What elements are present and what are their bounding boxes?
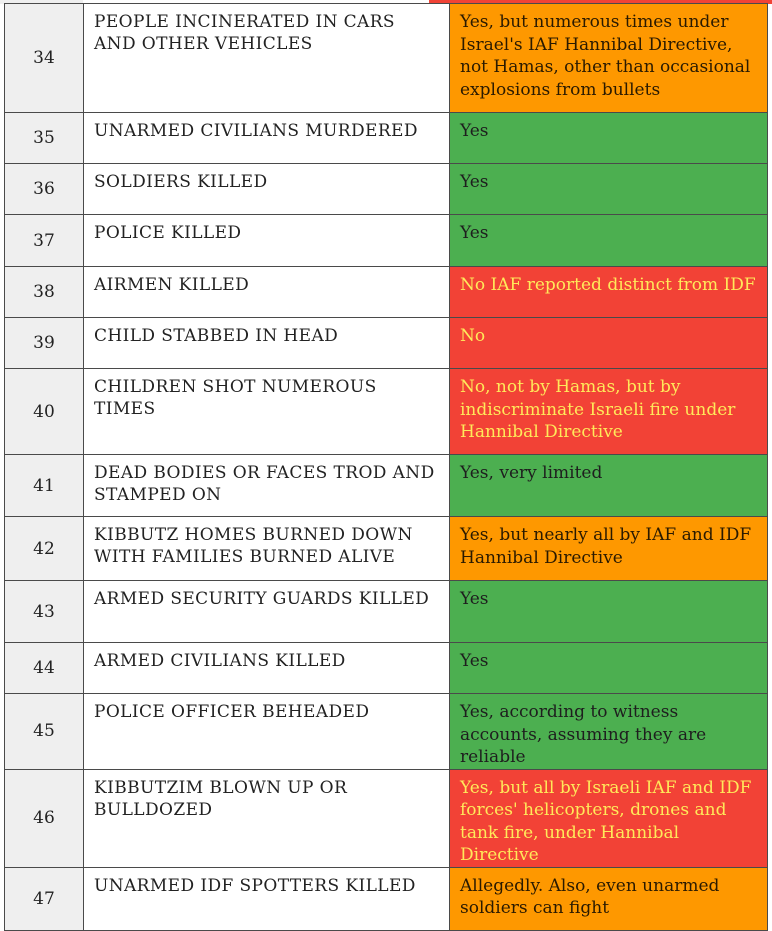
- verdict-cell: No: [450, 318, 768, 369]
- row-number: 41: [5, 455, 84, 517]
- verdict-cell: Yes: [450, 215, 768, 267]
- row-number: 35: [5, 113, 84, 164]
- claim-cell: CHILD STABBED IN HEAD: [84, 318, 450, 369]
- row-number: 46: [5, 769, 84, 867]
- table-row: [5, 455, 768, 517]
- verdict-cell: Yes, but numerous times under Israel's IAF Hannibal Directive, not Hamas, other than occasional explosions from bullets: [450, 4, 768, 113]
- verdict-cell: Yes, but nearly all by IAF and IDF Hannibal Directive: [450, 517, 768, 581]
- row-number: 40: [5, 369, 84, 455]
- table-row: [5, 517, 768, 581]
- claims-table: [4, 3, 768, 931]
- table-row: [5, 769, 768, 867]
- claim-cell: CHILDREN SHOT NUMEROUS TIMES: [84, 369, 450, 455]
- claim-cell: KIBBUTZ HOMES BURNED DOWN WITH FAMILIES BURNED ALIVE: [84, 517, 450, 581]
- row-number: 44: [5, 643, 84, 694]
- verdict-cell: Yes, very limited: [450, 455, 768, 517]
- row-number: 38: [5, 267, 84, 318]
- verdict-cell: Yes, but all by Israeli IAF and IDF forces' helicopters, drones and tank fire, under Hannibal Directive: [450, 769, 768, 867]
- row-number: 47: [5, 867, 84, 930]
- claim-cell: POLICE OFFICER BEHEADED: [84, 694, 450, 770]
- verdict-cell: Yes: [450, 643, 768, 694]
- claim-cell: PEOPLE INCINERATED IN CARS AND OTHER VEHICLES: [84, 4, 450, 113]
- table-row: [5, 643, 768, 694]
- row-number: 34: [5, 4, 84, 113]
- table-row: [5, 318, 768, 369]
- claim-cell: UNARMED IDF SPOTTERS KILLED: [84, 867, 450, 930]
- claim-cell: KIBBUTZIM BLOWN UP OR BULLDOZED: [84, 769, 450, 867]
- row-number: 36: [5, 164, 84, 215]
- table-row: [5, 867, 768, 930]
- verdict-cell: Yes: [450, 113, 768, 164]
- table-row: [5, 267, 768, 318]
- table-row: [5, 113, 768, 164]
- verdict-cell: Yes, according to witness accounts, assuming they are reliable: [450, 694, 768, 770]
- table-row: [5, 694, 768, 770]
- claim-cell: UNARMED CIVILIANS MURDERED: [84, 113, 450, 164]
- table-row: [5, 215, 768, 267]
- claim-cell: AIRMEN KILLED: [84, 267, 450, 318]
- row-number: 43: [5, 581, 84, 643]
- verdict-cell: Allegedly. Also, even unarmed soldiers can fight: [450, 867, 768, 930]
- verdict-cell: No IAF reported distinct from IDF: [450, 267, 768, 318]
- table-row: [5, 369, 768, 455]
- claim-cell: POLICE KILLED: [84, 215, 450, 267]
- claim-cell: ARMED CIVILIANS KILLED: [84, 643, 450, 694]
- claim-cell: DEAD BODIES OR FACES TROD AND STAMPED ON: [84, 455, 450, 517]
- table-row: [5, 581, 768, 643]
- verdict-cell: No, not by Hamas, but by indiscriminate Israeli fire under Hannibal Directive: [450, 369, 768, 455]
- claim-cell: ARMED SECURITY GUARDS KILLED: [84, 581, 450, 643]
- row-number: 37: [5, 215, 84, 267]
- row-number: 39: [5, 318, 84, 369]
- row-number: 42: [5, 517, 84, 581]
- table-row: [5, 4, 768, 113]
- row-number: 45: [5, 694, 84, 770]
- claim-cell: SOLDIERS KILLED: [84, 164, 450, 215]
- table-row: [5, 164, 768, 215]
- verdict-cell: Yes: [450, 164, 768, 215]
- verdict-cell: Yes: [450, 581, 768, 643]
